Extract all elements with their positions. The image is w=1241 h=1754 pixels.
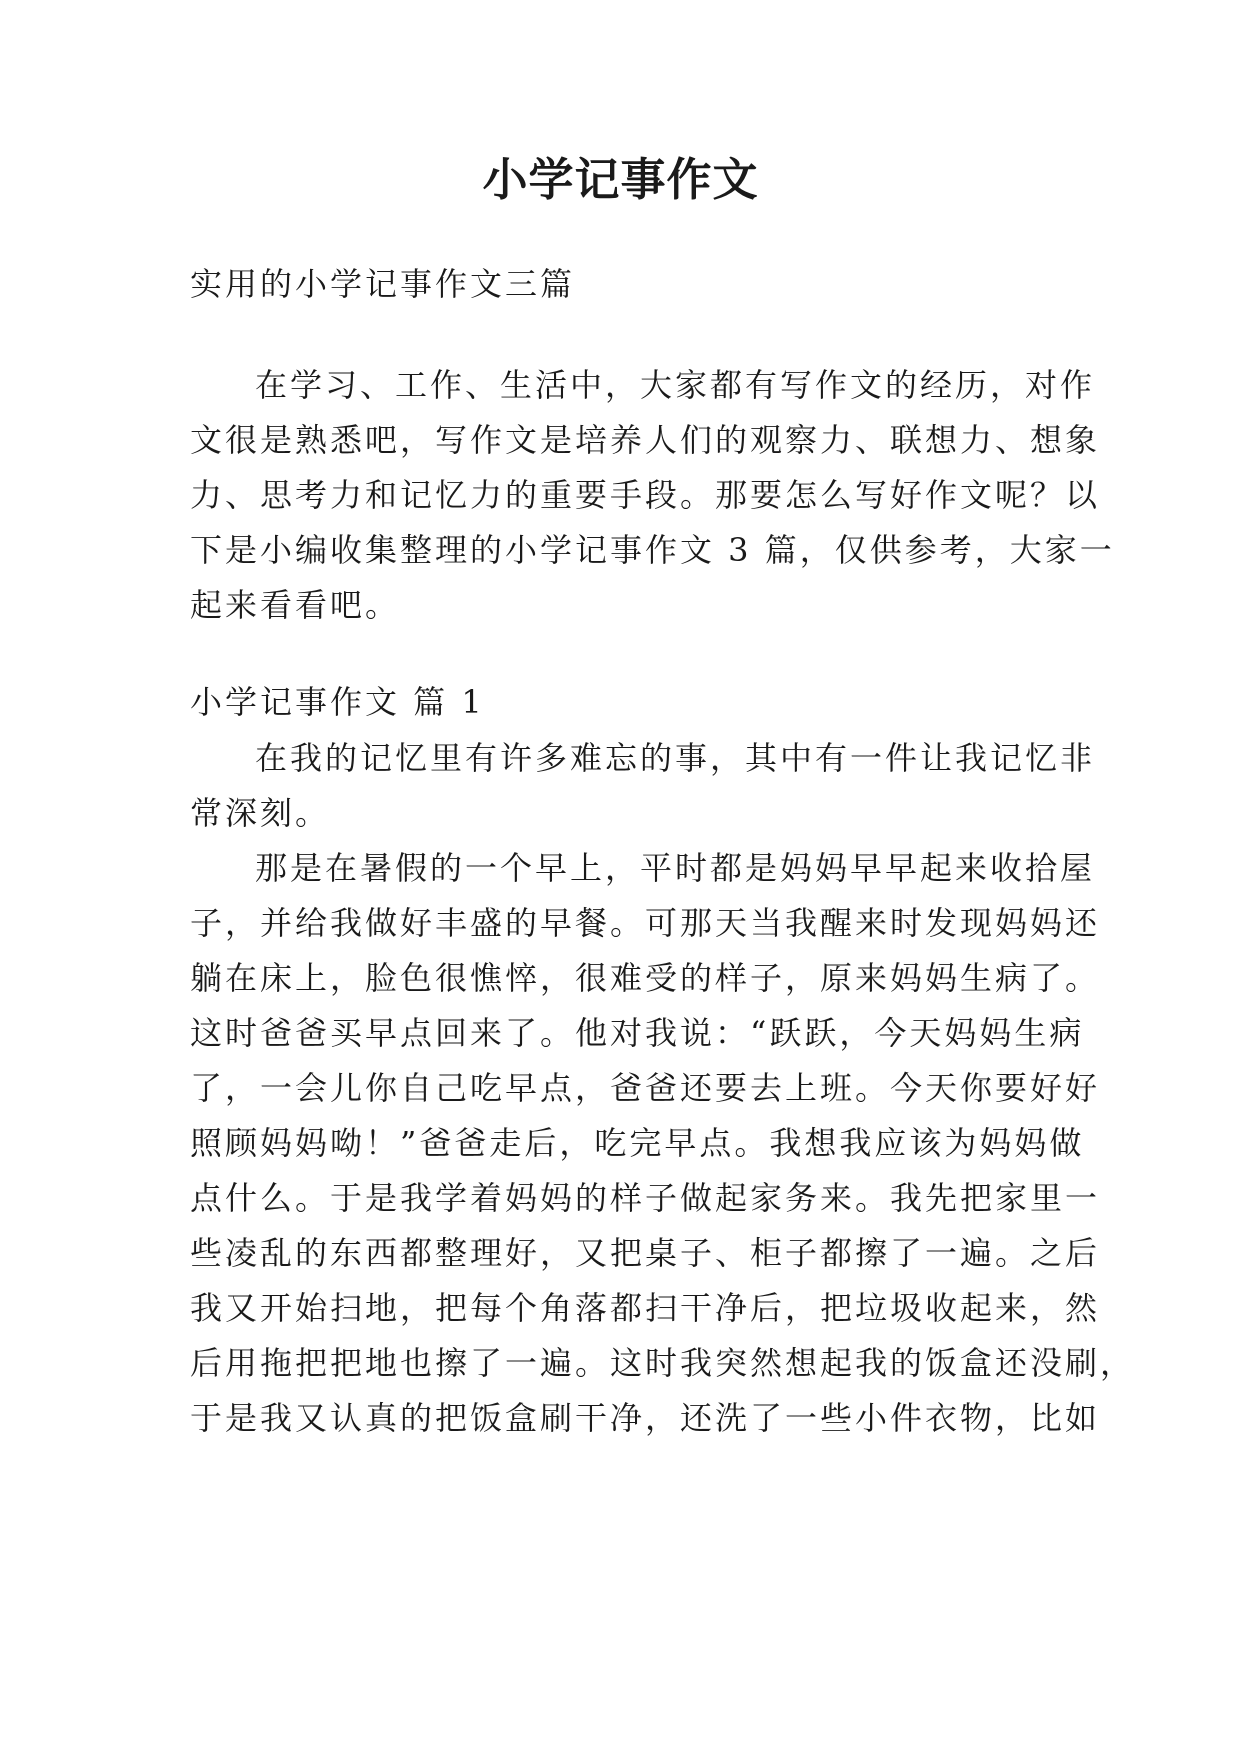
paragraph-line: 了，一会儿你自己吃早点，爸爸还要去上班。今天你要好好 — [190, 1069, 1101, 1107]
paragraph-line: 照顾妈妈呦！”爸爸走后，吃完早点。我想我应该为妈妈做 — [190, 1124, 1085, 1162]
paragraph-line: 我又开始扫地，把每个角落都扫干净后，把垃圾收起来，然 — [190, 1289, 1101, 1327]
paragraph-line: 后用拖把把地也擦了一遍。这时我突然想起我的饭盒还没刷， — [190, 1344, 1136, 1382]
paragraph-line: 于是我又认真的把饭盒刷干净，还洗了一些小件衣物，比如 — [190, 1399, 1101, 1437]
intro-line: 起来看看吧。 — [190, 586, 401, 624]
document-title: 小学记事作文 — [482, 153, 759, 206]
intro-line: 文很是熟悉吧，写作文是培养人们的观察力、联想力、想象 — [190, 421, 1101, 459]
paragraph-line: 子，并给我做好丰盛的早餐。可那天当我醒来时发现妈妈还 — [190, 904, 1101, 942]
paragraph-line: 常深刻。 — [190, 794, 331, 832]
paragraph-line: 些凌乱的东西都整理好，又把桌子、柜子都擦了一遍。之后 — [190, 1234, 1101, 1272]
intro-line: 力、思考力和记忆力的重要手段。那要怎么写好作文呢？以 — [190, 476, 1101, 514]
section-heading: 小学记事作文 篇 1 — [190, 683, 485, 721]
paragraph-line: 在我的记忆里有许多难忘的事，其中有一件让我记忆非 — [255, 739, 1096, 777]
paragraph-line: 这时爸爸买早点回来了。他对我说：“跃跃，今天妈妈生病 — [190, 1014, 1085, 1052]
intro-line: 下是小编收集整理的小学记事作文 3 篇，仅供参考，大家一 — [190, 531, 1115, 569]
paragraph-line: 躺在床上，脸色很憔悴，很难受的样子，原来妈妈生病了。 — [190, 959, 1101, 997]
subtitle: 实用的小学记事作文三篇 — [190, 265, 576, 303]
paragraph-line: 那是在暑假的一个早上，平时都是妈妈早早起来收拾屋 — [255, 849, 1096, 887]
intro-line: 在学习、工作、生活中，大家都有写作文的经历，对作 — [255, 366, 1096, 404]
paragraph-line: 点什么。于是我学着妈妈的样子做起家务来。我先把家里一 — [190, 1179, 1101, 1217]
